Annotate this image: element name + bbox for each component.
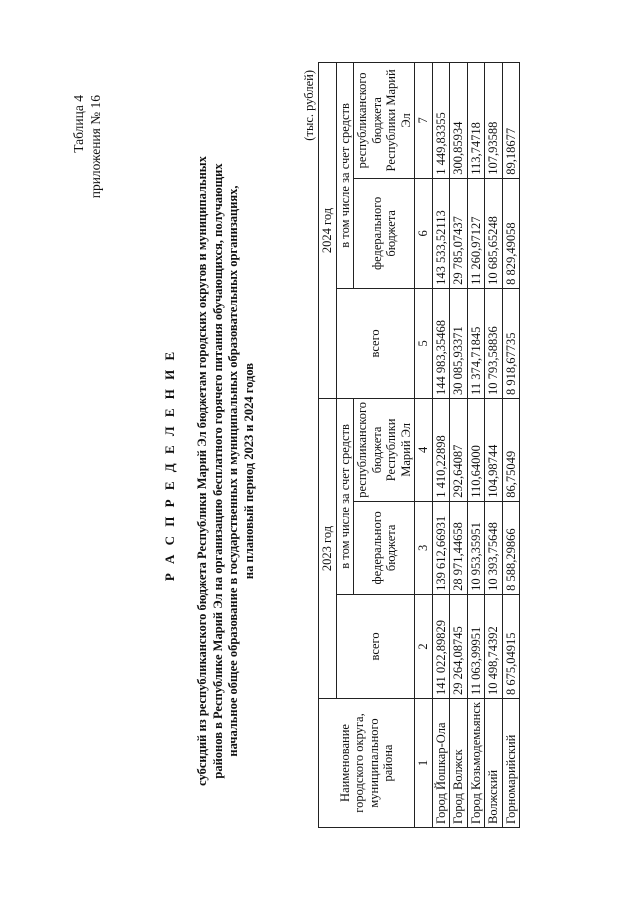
federal-2024: 11 260,97127 [467,178,485,288]
republic-2024: 107,93588 [485,63,503,179]
subtitle-line: районов в Республике Марий Эл на организацию бесплатного горячего питания обучающихся, получающих [210,163,225,779]
table-row [467,63,485,828]
total-2024: 8 918,67735 [502,288,520,398]
federal-2023: 10 953,35951 [467,501,485,594]
table-row [485,63,503,828]
header-republic-2023: республиканского бюджета Республики Марий Эл [354,398,415,501]
header-republic-2024: республиканского бюджета Республики Марий Эл [354,63,415,179]
units-note: (тыс. рублей) [302,70,316,141]
column-number: 7 [415,63,433,179]
table-row [450,63,468,828]
header-row-years [319,63,337,828]
subtitle-line: начальное общее образование в государственных и муниципальных образовательных организациях, [226,185,240,757]
document-heading: Р А С П Р Е Д Е Л Е Н И Е [162,348,177,582]
total-2024: 30 085,93371 [450,288,468,398]
republic-2024: 300,85934 [450,63,468,179]
column-number-row [415,63,433,828]
table-caption [70,95,104,198]
federal-2024: 8 829,49058 [502,178,520,288]
table-number: Таблица 4 [71,95,86,153]
republic-2023: 1 410,22898 [432,398,450,501]
header-federal-2024: федерального бюджета [354,178,415,288]
republic-2023: 110,64000 [467,398,485,501]
header-including-2024: в том числе за счет средств [336,63,354,289]
subtitle-line: субсидий из республиканского бюджета Республики Марий Эл бюджетам городских округов и муниципальных [195,156,209,786]
header-federal-2023: федерального бюджета [354,501,415,594]
document-subtitle [195,121,257,821]
federal-2024: 10 685,65248 [485,178,503,288]
header-total-2023: всего [336,594,415,698]
table-row [432,63,450,828]
municipality-name: Город Козьмодемьянск [467,699,485,828]
column-number: 6 [415,178,433,288]
distribution-table [318,62,520,828]
municipality-name: Горномарийский [502,699,520,828]
table-row [502,63,520,828]
municipality-name: Волжский [485,699,503,828]
republic-2024: 113,74718 [467,63,485,179]
column-number: 5 [415,288,433,398]
appendix-reference: приложения № 16 [88,95,103,199]
subtitle-line: на плановый период 2023 и 2024 годов [241,362,256,580]
total-2023: 10 498,74392 [485,594,503,698]
header-year-2024: 2024 год [319,63,337,399]
header-including-2023: в том числе за счет средств [336,398,354,594]
federal-2023: 28 971,44658 [450,501,468,594]
total-2023: 8 675,04915 [502,594,520,698]
total-2024: 11 374,71845 [467,288,485,398]
municipality-name: Город Волжск [450,699,468,828]
total-2023: 29 264,08745 [450,594,468,698]
republic-2023: 104,98744 [485,398,503,501]
total-2023: 11 063,99951 [467,594,485,698]
federal-2023: 10 393,75648 [485,501,503,594]
federal-2023: 139 612,66931 [432,501,450,594]
federal-2024: 29 785,07437 [450,178,468,288]
column-number: 1 [415,699,433,828]
republic-2024: 89,18677 [502,63,520,179]
municipality-name: Город Йошкар-Ола [432,699,450,828]
federal-2023: 8 588,29866 [502,501,520,594]
column-number: 3 [415,501,433,594]
republic-2023: 292,64087 [450,398,468,501]
column-number: 4 [415,398,433,501]
header-total-2024: всего [336,288,415,398]
total-2024: 144 983,35468 [432,288,450,398]
column-number: 2 [415,594,433,698]
header-year-2023: 2023 год [319,398,337,698]
total-2024: 10 793,58836 [485,288,503,398]
republic-2024: 1 449,83355 [432,63,450,179]
republic-2023: 86,75049 [502,398,520,501]
federal-2024: 143 533,52113 [432,178,450,288]
header-name: Наименование городского округа, муниципального района [319,699,415,828]
total-2023: 141 022,89829 [432,594,450,698]
